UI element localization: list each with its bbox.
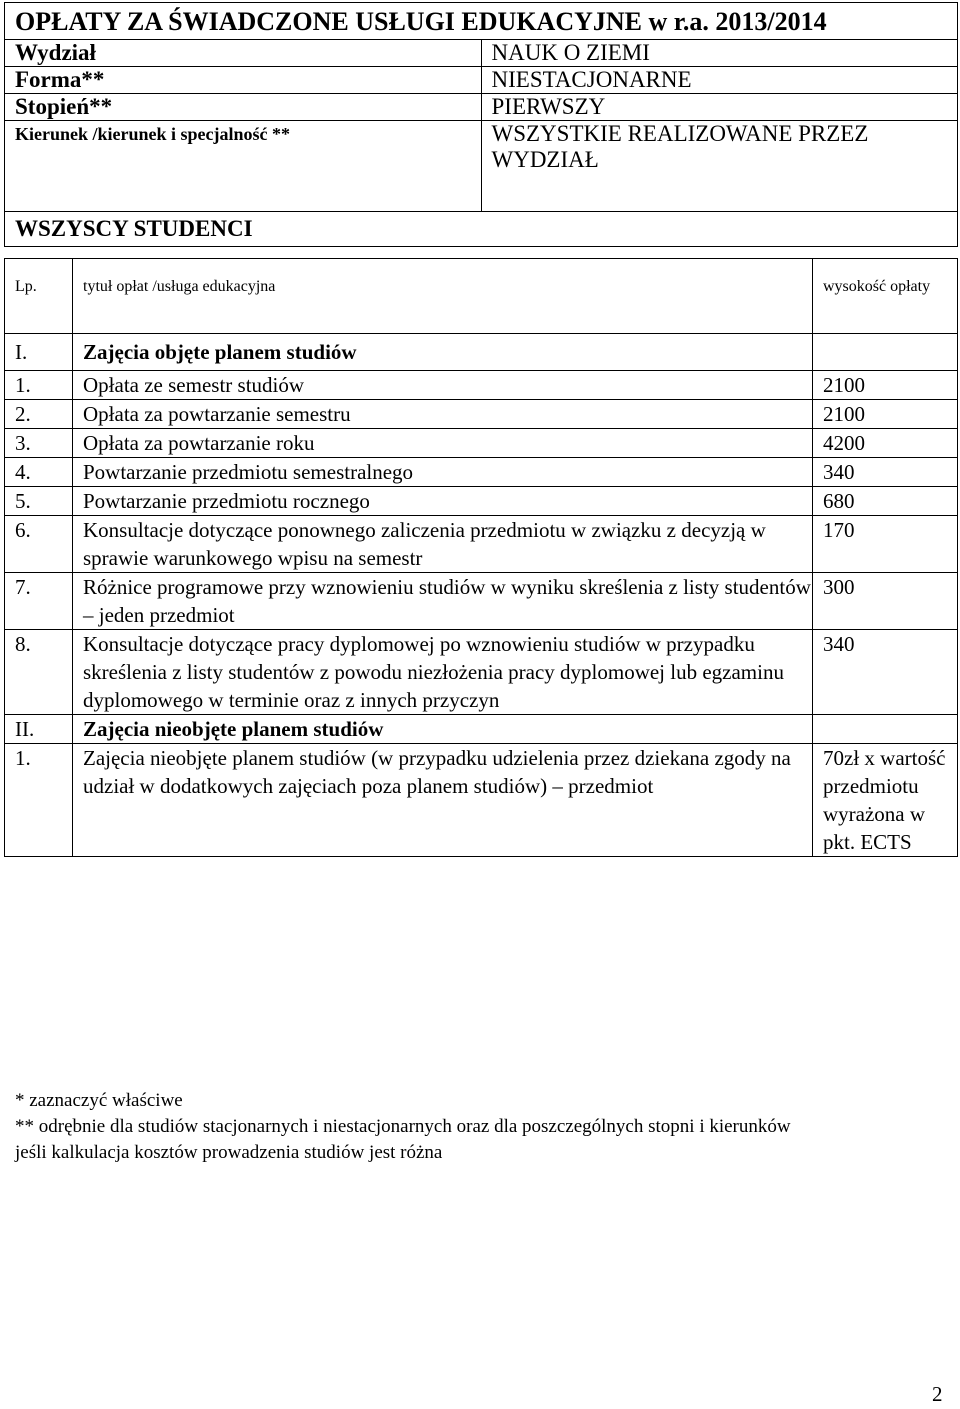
table-row: 5. Powtarzanie przedmiotu rocznego 680 — [5, 487, 958, 516]
value-field: WSZYSTKIE REALIZOWANE PRZEZ WYDZIAŁ — [481, 121, 958, 212]
label-degree: Stopień** — [5, 94, 482, 121]
label-field: Kierunek /kierunek i specjalność ** — [5, 121, 482, 212]
table-row: 1. Opłata ze semestr studiów 2100 — [5, 371, 958, 400]
section-2-number: II. — [5, 715, 73, 744]
label-form: Forma** — [5, 67, 482, 94]
table-row: 3. Opłata za powtarzanie roku 4200 — [5, 429, 958, 458]
section-2-title: Zajęcia nieobjęte planem studiów — [73, 715, 813, 744]
fees-table — [4, 258, 958, 857]
value-faculty: NAUK O ZIEMI — [481, 40, 958, 67]
label-faculty: Wydział — [5, 40, 482, 67]
value-form: NIESTACJONARNE — [481, 67, 958, 94]
col-title-header: tytuł opłat /usługa edukacyjna — [73, 259, 813, 334]
table-row: 7. Różnice programowe przy wznowieniu studiów w wyniku skreślenia z listy studentów – jeden przedmiot 300 — [5, 573, 958, 630]
table-row: 4. Powtarzanie przedmiotu semestralnego 340 — [5, 458, 958, 487]
table-row: 8. Konsultacje dotyczące pracy dyplomowej po wznowieniu studiów w przypadku skreślenia z listy studentów z powodu niezłożenia pracy dyplomowej lub egzaminu dyplomowego w terminie oraz z innych przyczyn 340 — [5, 630, 958, 715]
table-row: 1. Zajęcia nieobjęte planem studiów (w przypadku udzielenia przez dziekana zgody na udział w dodatkowych zajęciach poza planem studiów) – przedmiot 70zł x wartość przedmiotu wyrażona w pkt. ECTS — [5, 744, 958, 857]
footnote-3: jeśli kalkulacja kosztów prowadzenia studiów jest różna — [15, 1142, 443, 1163]
footnote-1: * zaznaczyć właściwe — [15, 1090, 183, 1111]
footnote-2: ** odrębnie dla studiów stacjonarnych i niestacjonarnych oraz dla poszczególnych stopni i kierunków — [15, 1116, 791, 1137]
students-label: WSZYSCY STUDENCI — [5, 212, 958, 247]
table-row: 6. Konsultacje dotyczące ponownego zaliczenia przedmiotu w związku z decyzją w sprawie warunkowego wpisu na semestr 170 — [5, 516, 958, 573]
value-degree: PIERWSZY — [481, 94, 958, 121]
page-number: 2 — [932, 1382, 943, 1406]
section-1-number: I. — [5, 334, 73, 371]
col-amount-header: wysokość opłaty — [813, 259, 958, 334]
page-title: OPŁATY ZA ŚWIADCZONE USŁUGI EDUKACYJNE w r.a. 2013/2014 — [5, 3, 958, 40]
section-1-title: Zajęcia objęte planem studiów — [73, 334, 813, 371]
col-lp-header: Lp. — [5, 259, 73, 334]
table-row: 2. Opłata za powtarzanie semestru 2100 — [5, 400, 958, 429]
header-table — [4, 2, 958, 247]
